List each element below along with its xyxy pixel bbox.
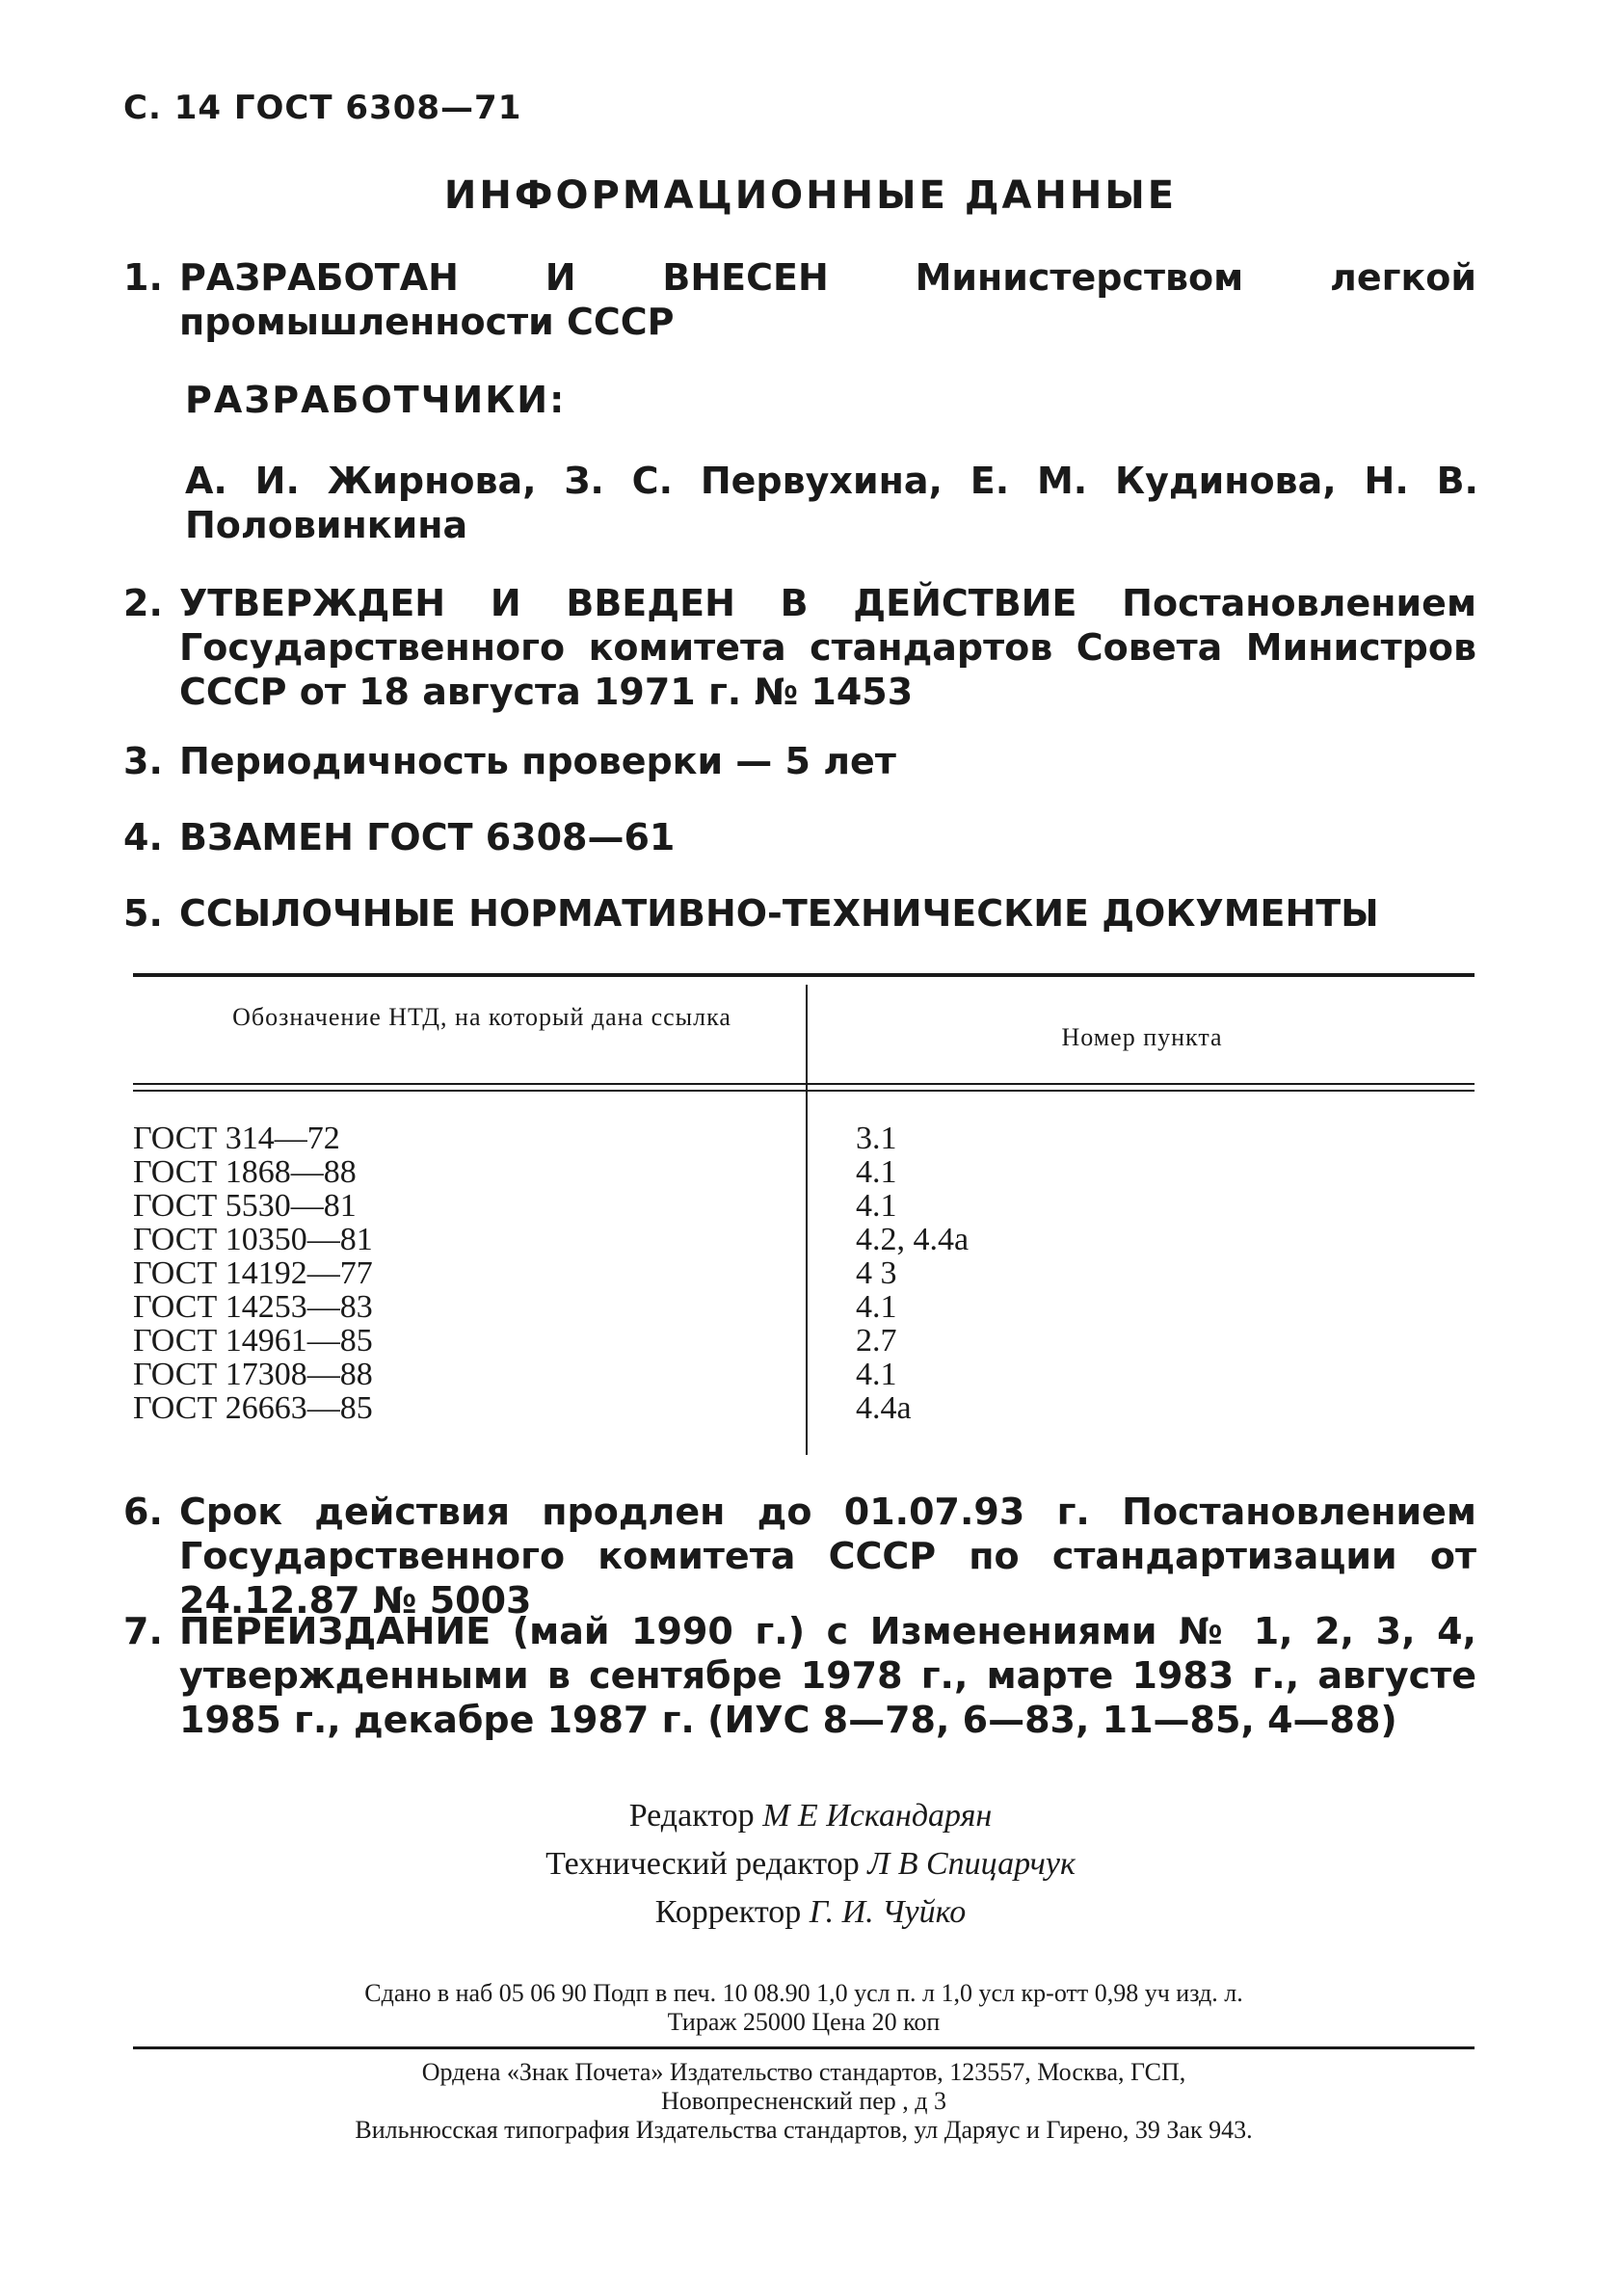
table-header-clause: Номер пункта: [1061, 1023, 1223, 1051]
table-clause-column: [856, 1122, 969, 1425]
table-cell-clause: 3.1: [856, 1121, 897, 1156]
info-item-4: [123, 815, 1476, 859]
tech-editor-label: Технический редактор: [545, 1846, 860, 1882]
table-header-document: Обозначение НТД, на который дана ссылка: [232, 1003, 731, 1031]
editor-label: Редактор: [628, 1798, 755, 1834]
page-header: С. 14 ГОСТ 6308—71: [123, 89, 522, 127]
item-number: 1.: [123, 256, 163, 299]
table-cell-document: ГОСТ 1868—88: [133, 1154, 357, 1190]
table-document-column: [133, 1122, 373, 1425]
table-cell-document: ГОСТ 5530—81: [133, 1188, 357, 1224]
tech-editor-name: Л В Спицарчук: [867, 1846, 1076, 1882]
info-item-2: [123, 581, 1476, 714]
item-text: УТВЕРЖДЕН И ВВЕДЕН В ДЕЙСТВИЕ Постановлением Государственного комитета стандартов Совета Министров СССР от 18 августа 1971 г. № 1453: [179, 582, 1476, 713]
imprint-publisher: [133, 2058, 1475, 2145]
item-text: ВЗАМЕН ГОСТ 6308—61: [179, 816, 676, 858]
table-cell-clause: 4.1: [856, 1357, 897, 1392]
editor-line: [0, 1792, 1621, 1840]
item-number: 4.: [123, 816, 163, 858]
editorial-credits: [0, 1792, 1621, 1937]
info-item-6: [123, 1490, 1476, 1623]
imprint-rule: [133, 2046, 1475, 2049]
imprint-print-data: [133, 1979, 1475, 2037]
corrector-label: Корректор: [654, 1894, 802, 1930]
editor-name: М Е Искандарян: [762, 1798, 993, 1834]
table-cell-clause: 4.4а: [856, 1390, 912, 1426]
info-item-5: [123, 891, 1476, 936]
info-item-1: [123, 255, 1476, 344]
table-cell-clause: 4 3: [856, 1255, 897, 1291]
table-cell-document: ГОСТ 14961—85: [133, 1323, 373, 1359]
item-text: Периодичность проверки — 5 лет: [179, 740, 896, 782]
imprint-line: Тираж 25000 Цена 20 коп: [667, 2008, 941, 2036]
item-text: ССЫЛОЧНЫЕ НОРМАТИВНО-ТЕХНИЧЕСКИЕ ДОКУМЕНТЫ: [179, 892, 1379, 935]
table-top-rule: [133, 973, 1475, 977]
item-number: 5.: [123, 892, 163, 935]
tech-editor-line: [0, 1840, 1621, 1888]
table-cell-document: ГОСТ 10350—81: [133, 1222, 373, 1257]
imprint-line: Вильнюсская типография Издательства стандартов, ул Даряус и Гирено, 39 Зак 943.: [355, 2116, 1253, 2144]
table-header-rule-double: [133, 1090, 1475, 1092]
table-cell-document: ГОСТ 17308—88: [133, 1357, 373, 1392]
item-text: РАЗРАБОТАН И ВНЕСЕН Министерством легкой промышленности СССР: [179, 256, 1476, 343]
table-cell-clause: 4.1: [856, 1289, 897, 1325]
developers-heading: РАЗРАБОТЧИКИ:: [185, 379, 567, 421]
table-cell-document: ГОСТ 26663—85: [133, 1390, 373, 1426]
item-number: 6.: [123, 1491, 163, 1533]
table-column-divider: [806, 985, 808, 1455]
corrector-name: Г. И. Чуйко: [809, 1894, 967, 1930]
item-number: 3.: [123, 740, 163, 782]
table-cell-document: ГОСТ 14192—77: [133, 1255, 373, 1291]
item-text: ПЕРЕИЗДАНИЕ (май 1990 г.) с Изменениями № 1, 2, 3, 4, утвержденными в сентябре 1978 г., марте 1983 г., августе 1985 г., декабре 1987 г. (ИУС 8—78, 6—83, 11—85, 4—88): [179, 1610, 1476, 1741]
table-cell-clause: 4.1: [856, 1188, 897, 1224]
info-item-7: [123, 1609, 1476, 1742]
document-title: ИНФОРМАЦИОННЫЕ ДАННЫЕ: [443, 173, 1178, 218]
table-cell-clause: 4.2, 4.4а: [856, 1222, 970, 1257]
item-text: Срок действия продлен до 01.07.93 г. Постановлением Государственного комитета СССР по стандартизации от 24.12.87 № 5003: [179, 1491, 1476, 1622]
imprint-line: Ордена «Знак Почета» Издательство стандартов, 123557, Москва, ГСП,: [421, 2058, 1186, 2086]
info-item-3: [123, 739, 1476, 783]
table-cell-document: ГОСТ 14253—83: [133, 1289, 373, 1325]
corrector-line: [0, 1888, 1621, 1937]
imprint-line: Сдано в наб 05 06 90 Подп в печ. 10 08.90 1,0 усл п. л 1,0 усл кр-отт 0,98 уч изд. л.: [364, 1979, 1243, 2007]
table-header-rule: [133, 1083, 1475, 1085]
table-cell-document: ГОСТ 314—72: [133, 1121, 340, 1156]
item-number: 7.: [123, 1610, 163, 1652]
item-number: 2.: [123, 582, 163, 624]
developers-names: А. И. Жирнова, З. С. Первухина, Е. М. Кудинова, Н. В. Половинкина: [185, 460, 1478, 546]
table-cell-clause: 4.1: [856, 1154, 897, 1190]
table-cell-clause: 2.7: [856, 1323, 897, 1359]
imprint-line: Новопресненский пер , д 3: [660, 2087, 947, 2115]
